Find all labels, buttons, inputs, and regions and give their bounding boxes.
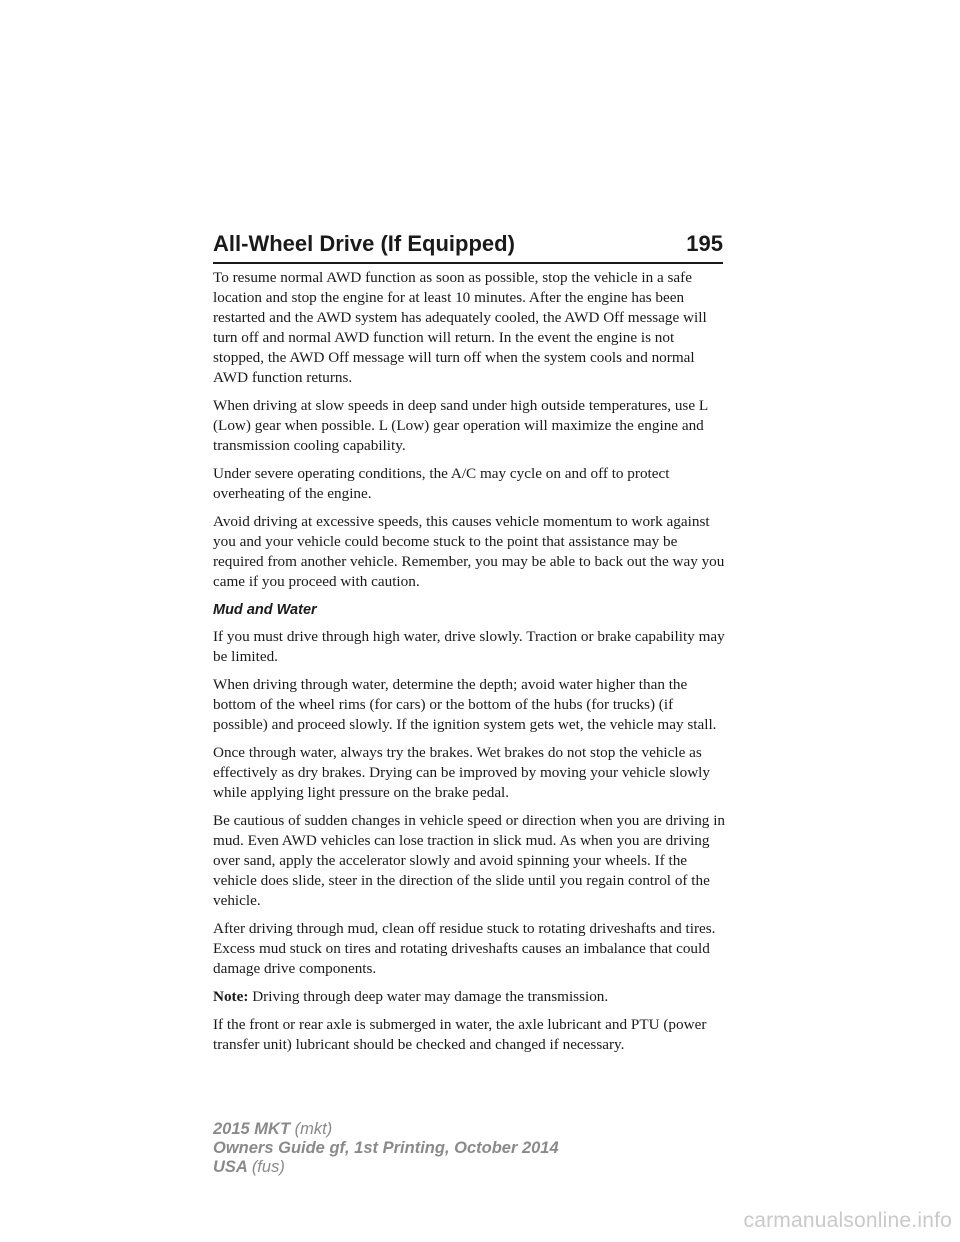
page-header — [213, 226, 723, 266]
page-number: 195 — [686, 231, 723, 256]
note-paragraph — [213, 987, 727, 1007]
paragraph-excessive-speeds: Avoid driving at excessive speeds, this causes vehicle momentum to work against you and your vehicle could become stuck to the point that assistance may be required from another vehicle. Remember, you may be able to back out the way you came if you proceed with caution. — [213, 513, 725, 590]
watermark: carmanualsonline.info — [743, 1209, 952, 1232]
paragraph-awd-resume: To resume normal AWD function as soon as possible, stop the vehicle in a safe location and stop the engine for at least 10 minutes. After the engine has been restarted and the AWD system has adequately cooled, the AWD Off message will turn off and normal AWD function will return. In the event the engine is not stopped, the AWD Off message will turn off when the system cools and normal AWD function returns. — [213, 269, 707, 386]
footer-market-line — [213, 1158, 559, 1177]
footer-model-code: (mkt) — [294, 1120, 333, 1138]
paragraph-water-depth: When driving through water, determine the depth; avoid water higher than the bottom of the wheel rims (for cars) or the bottom of the hubs (for trucks) (if possible) and proceed slowly. If the ignition system gets wet, the vehicle may stall. — [213, 676, 717, 733]
paragraph-deep-sand: When driving at slow speeds in deep sand under high outside temperatures, use L (Low) gear when possible. L (Low) gear operation will maximize the engine and transmission cooling capability. — [213, 397, 708, 454]
footer-model: 2015 MKT — [213, 1120, 295, 1138]
subheading-mud-and-water: Mud and Water — [213, 602, 317, 618]
paragraph-driving-in-mud: Be cautious of sudden changes in vehicle speed or direction when you are driving in mud. Even AWD vehicles can lose traction in slick mud. As when you are driving over sand, apply the accelerator slowly and avoid spinning your wheels. If the vehicle does slide, steer in the direction of the slide until you regain control of the vehicle. — [213, 812, 726, 909]
section-title: All-Wheel Drive (If Equipped) — [213, 231, 515, 256]
header-divider — [213, 262, 723, 264]
paragraph-mud-residue: After driving through mud, clean off residue stuck to rotating driveshafts and tires. Excess mud stuck on tires and rotating driveshafts causes an imbalance that could damage drive components. — [213, 920, 716, 977]
footer-market: USA — [213, 1158, 252, 1176]
paragraph-wet-brakes: Once through water, always try the brakes. Wet brakes do not stop the vehicle as effectively as dry brakes. Drying can be improved by moving your vehicle slowly while applying light pressure on the brake pedal. — [213, 744, 710, 801]
footer-model-line — [213, 1120, 559, 1139]
paragraph-ac-cycle: Under severe operating conditions, the A/C may cycle on and off to protect overheating of the engine. — [213, 465, 670, 502]
paragraph-axle-submerged: If the front or rear axle is submerged in water, the axle lubricant and PTU (power transfer unit) lubricant should be checked and changed if necessary. — [213, 1016, 707, 1053]
paragraph-high-water: If you must drive through high water, drive slowly. Traction or brake capability may be limited. — [213, 628, 725, 665]
page-body — [213, 268, 727, 1063]
note-text: Driving through deep water may damage the transmission. — [252, 988, 609, 1005]
footer-market-code: (fus) — [251, 1158, 285, 1176]
footer-guide-line: Owners Guide gf, 1st Printing, October 2014 — [213, 1139, 559, 1157]
note-label: Note: — [213, 988, 253, 1005]
document-footer — [213, 1120, 559, 1177]
